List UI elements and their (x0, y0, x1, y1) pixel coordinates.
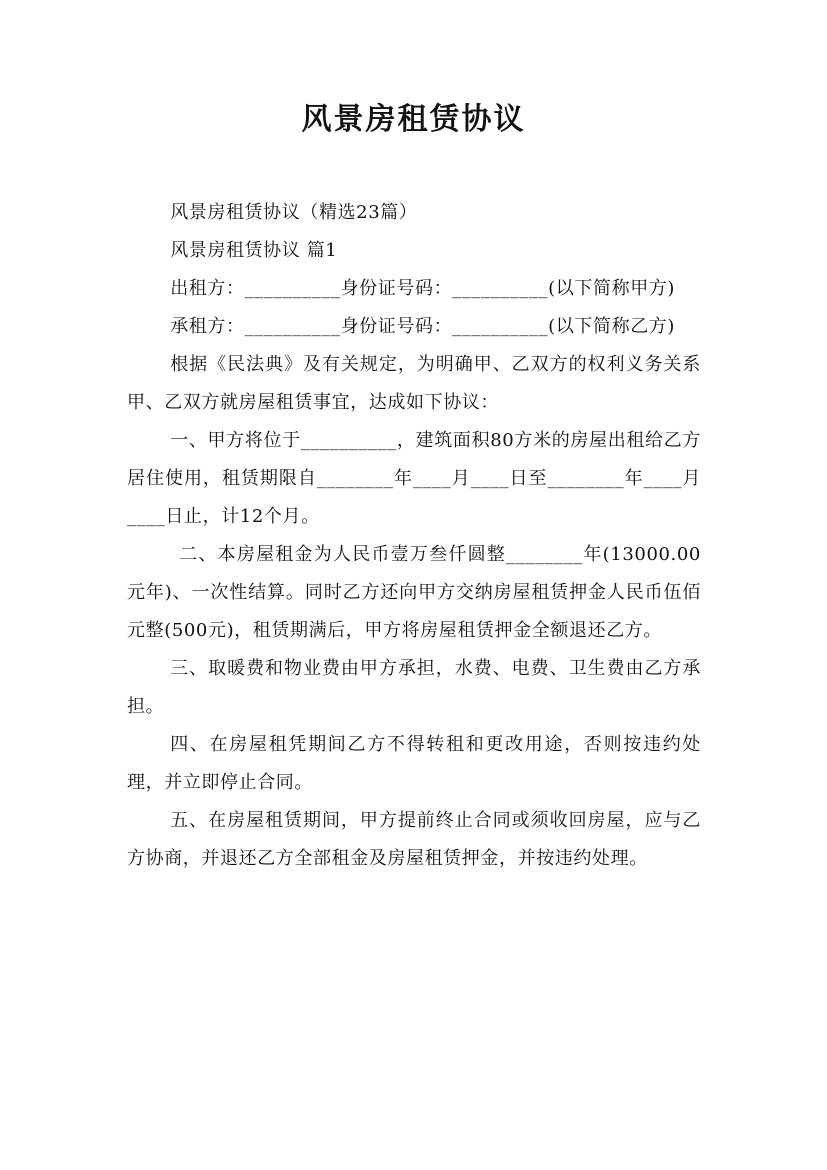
clause-1-paragraph: 一、甲方将位于__________，建筑面积80方米的房屋出租给乙方居住使用，租赁期限自________年____月____日至________年____月____日止，计12个月。 (127, 430, 701, 527)
clause-4-paragraph: 四、在房屋租凭期间乙方不得转租和更改用途，否则按违约处理，并立即停止合同。 (127, 734, 701, 793)
lessee-paragraph: 承租方：__________身份证号码：__________(以下简称乙方) (170, 316, 676, 337)
preamble-paragraph: 根据《民法典》及有关规定，为明确甲、乙双方的权利义务关系甲、乙双方就房屋租赁事宜，达成如下协议： (127, 354, 701, 413)
subtitle-paragraph: 风景房租赁协议（精选23篇） (170, 202, 418, 223)
clause-3-paragraph: 三、取暖费和物业费由甲方承担，水费、电费、卫生费由乙方承担。 (127, 658, 701, 717)
clause-5-paragraph: 五、在房屋租赁期间，甲方提前终止合同或须收回房屋，应与乙方协商，并退还乙方全部租金及房屋租赁押金，并按违约处理。 (127, 810, 701, 869)
document-title: 风景房租赁协议 (301, 102, 526, 137)
section-heading-paragraph: 风景房租赁协议 篇1 (170, 240, 338, 261)
document-body (127, 194, 701, 878)
clause-2-paragraph: 二、本房屋租金为人民币壹万叁仟圆整________年(13000.00元年)、一次性结算。同时乙方还向甲方交纳房屋租赁押金人民币伍佰元整(500元)，租赁期满后，甲方将房屋租赁押金全额退还乙方。 (127, 544, 701, 641)
lessor-paragraph: 出租方：__________身份证号码：__________(以下简称甲方) (170, 278, 676, 299)
